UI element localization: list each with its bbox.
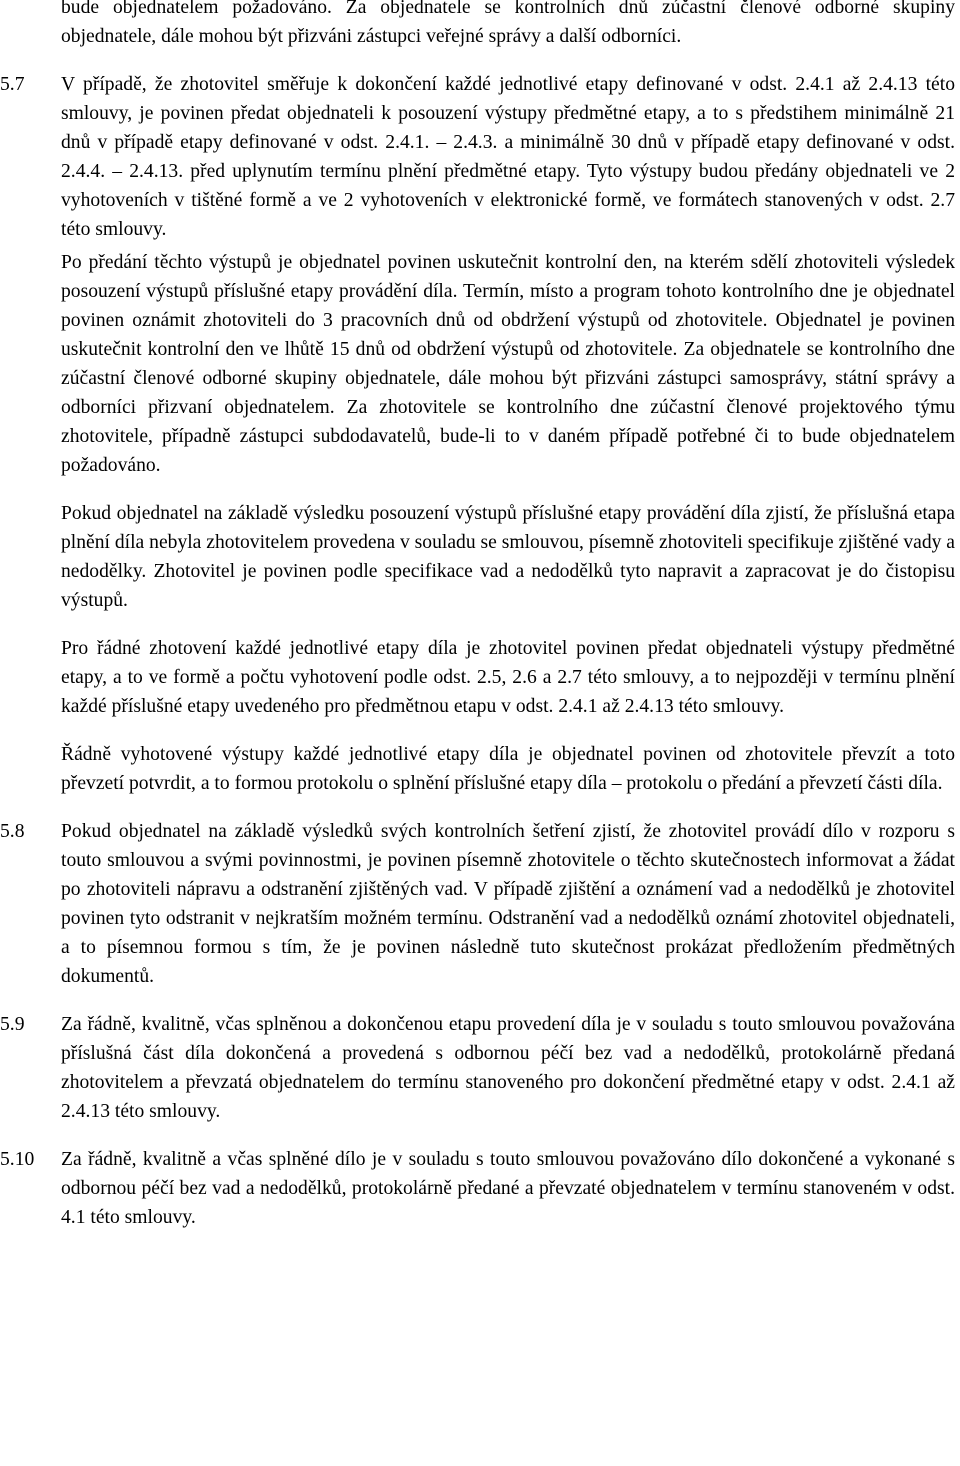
paragraph-predani-vystupu <box>0 634 955 721</box>
paragraph-5-9 <box>0 1010 955 1126</box>
paragraph-text: Pokud objednatel na základě výsledku posouzení výstupů příslušné etapy provádění díla zjistí, že příslušná etapa plnění díla nebyla zhotovitelem provedena v souladu se smlouvou, písemně zhotoviteli specifikuje zjištěné vady a nedodělky. Zhotovitel je povinen podle specifikace vad a nedodělků tyto napravit a zapracovat je do čistopisu výstupů. <box>61 503 956 611</box>
paragraph-number: 5.9 <box>0 1014 25 1035</box>
paragraph-text: Pro řádné zhotovení každé jednotlivé etapy díla je zhotovitel povinen předat objednateli výstupy předmětné etapy, a to ve formě a počtu vyhotovení podle odst. 2.5, 2.6 a 2.7 této smlouvy, a to nejpozději v termínu plnění každé příslušné etapy uvedeného pro předmětnou etapu v odst. 2.4.1 až 2.4.13 této smlouvy. <box>61 638 955 717</box>
paragraph-number: 5.8 <box>0 821 25 842</box>
paragraph-5-7 <box>0 70 955 244</box>
paragraph-number: 5.10 <box>0 1149 35 1170</box>
paragraph-5-10 <box>0 1145 955 1232</box>
paragraph-text: V případě, že zhotovitel směřuje k dokončení každé jednotlivé etapy definované v odst. 2.4.1 až 2.4.13 této smlouvy, je povinen předat objednateli k posouzení výstupy předmětné etapy, a to s předstihem minimálně 21 dnů v případě etapy definované v odst. 2.4.1. – 2.4.3. a minimálně 30 dnů v případě etapy definované v odst. 2.4.4. – 2.4.13. před uplynutím termínu plnění předmětné etapy. Tyto výstupy budou předány objednateli ve 2 vyhotoveních v tištěné formě a ve 2 vyhotoveních v elektronické formě, ve formátech stanovených v odst. 2.7 této smlouvy. <box>61 74 955 240</box>
paragraph-text: Za řádně, kvalitně, včas splněnou a dokončenou etapu provedení díla je v souladu s touto smlouvou považována příslušná část díla dokončená a provedená s odbornou péčí bez vad a nedodělků, protokolárně předaná zhotovitelem a převzatá objednatelem do termínu stanoveného pro dokončení předmětné etapy v odst. 2.4.1 až 2.4.13 této smlouvy. <box>61 1014 955 1122</box>
paragraph-text: Za řádně, kvalitně a včas splněné dílo je v souladu s touto smlouvou považováno dílo dokončené a vykonané s odbornou péčí bez vad a nedodělků, protokolárně předané a převzaté objednatelem v termínu stanoveném v odst. 4.1 této smlouvy. <box>61 1149 955 1228</box>
paragraph-continuation <box>0 0 955 51</box>
paragraph-text: Řádně vyhotovené výstupy každé jednotlivé etapy díla je objednatel povinen od zhotovitele převzít a toto převzetí potvrdit, a to formou protokolu o splnění příslušné etapy díla – protokolu o předání a převzetí části díla. <box>61 744 955 794</box>
paragraph-text: Po předání těchto výstupů je objednatel povinen uskutečnit kontrolní den, na kterém sdělí zhotoviteli výsledek posouzení výstupů příslušné etapy provádění díla. Termín, místo a program tohoto kontrolního dne je objednatel povinen oznámit zhotoviteli do 3 pracovních dnů od obdržení výstupů od zhotovitele. Objednatel je povinen uskutečnit kontrolní den ve lhůtě 15 dnů od obdržení výstupů od zhotovitele. Za objednatele se kontrolního dne zúčastní členové odborné skupiny objednatele, dále mohou být přizváni zástupci samosprávy, státní správy a odborníci přizvaní objednatelem. Za zhotovitele se kontrolního dne zúčastní členové projektového týmu zhotovitele, případně zástupci subdodavatelů, bude-li to v daném případě potřebné či to bude objednatelem požadováno. <box>61 252 955 476</box>
paragraph-vady-nedodelky <box>0 499 955 615</box>
paragraph-5-8 <box>0 817 955 991</box>
paragraph-text: bude objednatelem požadováno. Za objednatele se kontrolních dnů zúčastní členové odborné skupiny objednatele, dále mohou být přizváni zástupci veřejné správy a další odborníci. <box>61 0 955 47</box>
paragraph-number: 5.7 <box>0 74 25 95</box>
paragraph-kontrolni-den <box>0 248 955 480</box>
paragraph-prevzeti <box>0 740 955 798</box>
paragraph-text: Pokud objednatel na základě výsledků svých kontrolních šetření zjistí, že zhotovitel provádí dílo v rozporu s touto smlouvou a svými povinnostmi, je povinen písemně zhotovitele o těchto skutečnostech informovat a žádat po zhotoviteli nápravu a odstranění zjištěných vad. V případě zjištění a oznámení vad a nedodělků je zhotovitel povinen tyto odstranit v nejkratším možném termínu. Odstranění vad a nedodělků oznámí zhotovitel objednateli, a to písemnou formou s tím, že je povinen následně tuto skutečnost prokázat předložením předmětných dokumentů. <box>61 821 955 987</box>
